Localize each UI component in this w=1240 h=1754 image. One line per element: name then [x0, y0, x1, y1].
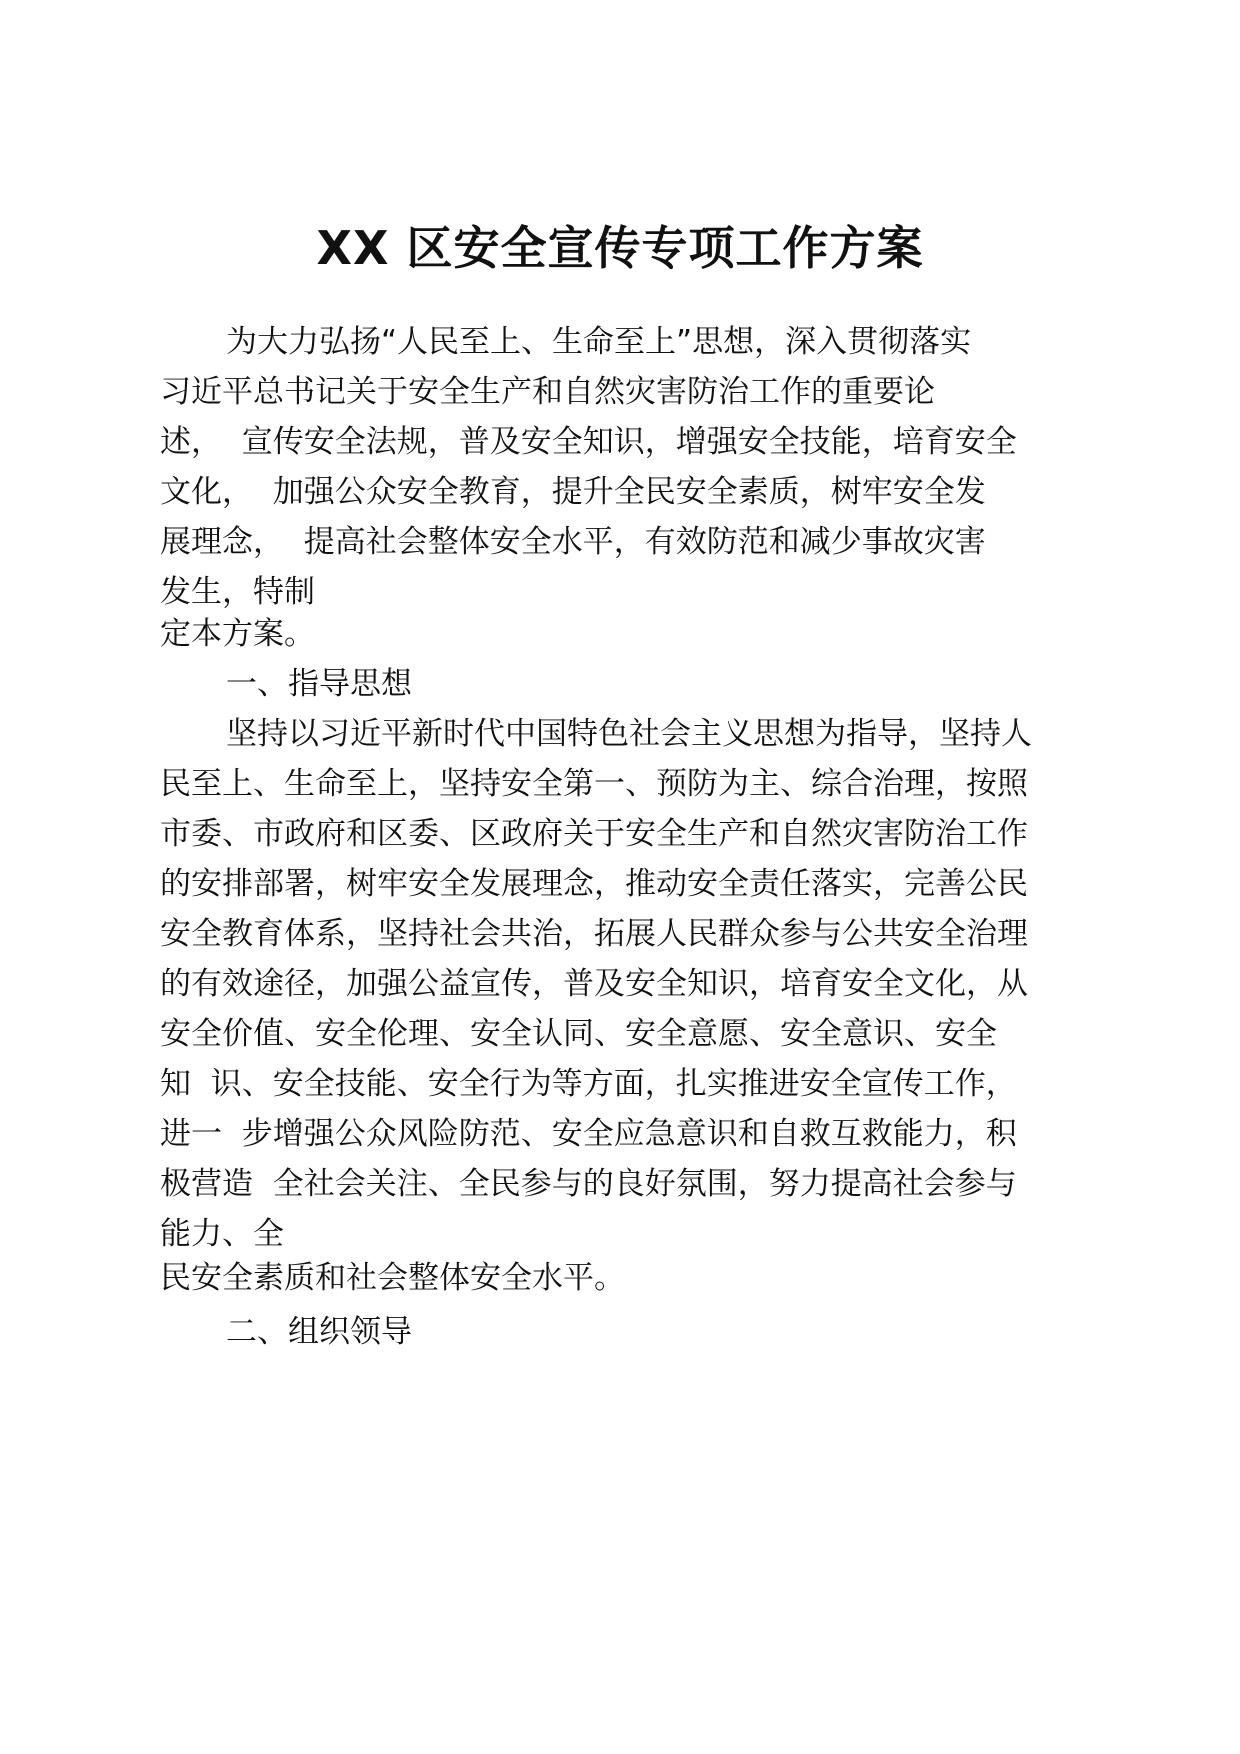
section1-line: 能力、全: [160, 1216, 284, 1252]
section1-line: 民至上、生命至上，坚持安全第一、预防为主、综合治理，按照: [160, 766, 1028, 802]
section1-line: 市委、市政府和区委、区政府关于安全生产和自然灾害防治工作: [160, 816, 1028, 852]
section1-line: 极营造 全社会关注、全民参与的良好氛围，努力提高社会参与: [160, 1166, 1017, 1202]
intro-line: 定本方案。: [160, 616, 315, 652]
intro-line: 文化， 加强公众安全教育，提升全民安全素质，树牢安全发: [160, 474, 986, 510]
section-heading-organization: 二、组织领导: [226, 1314, 412, 1350]
section1-line: 安全教育体系，坚持社会共治，拓展人民群众参与公共安全治理: [160, 916, 1028, 952]
intro-line: 为大力弘扬“人民至上、生命至上”思想，深入贯彻落实: [226, 324, 972, 360]
section1-line: 的有效途径，加强公益宣传，普及安全知识，培育安全文化，从: [160, 966, 1028, 1002]
section1-line: 的安排部署，树牢安全发展理念，推动安全责任落实，完善公民: [160, 866, 1028, 902]
section1-line: 安全价值、安全伦理、安全认同、安全意愿、安全意识、安全: [160, 1016, 997, 1052]
section1-line: 坚持以习近平新时代中国特色社会主义思想为指导，坚持人: [226, 716, 1032, 752]
section1-line: 民安全素质和社会整体安全水平。: [160, 1260, 625, 1296]
intro-line: 发生，特制: [160, 574, 315, 610]
section1-line: 进一 步增强公众风险防范、安全应急意识和自救互救能力，积: [160, 1116, 1017, 1152]
intro-line: 习近平总书记关于安全生产和自然灾害防治工作的重要论: [160, 374, 935, 410]
intro-line: 述， 宣传安全法规，普及安全知识，增强安全技能，培育安全: [160, 424, 1017, 460]
document-title: XX 区安全宣传专项工作方案: [316, 221, 924, 275]
section1-line: 知 识、安全技能、安全行为等方面，扎实推进安全宣传工作，: [160, 1066, 1017, 1102]
intro-line: 展理念， 提高社会整体安全水平，有效防范和减少事故灾害: [160, 524, 986, 560]
section-heading-guiding-ideology: 一、指导思想: [226, 666, 412, 702]
